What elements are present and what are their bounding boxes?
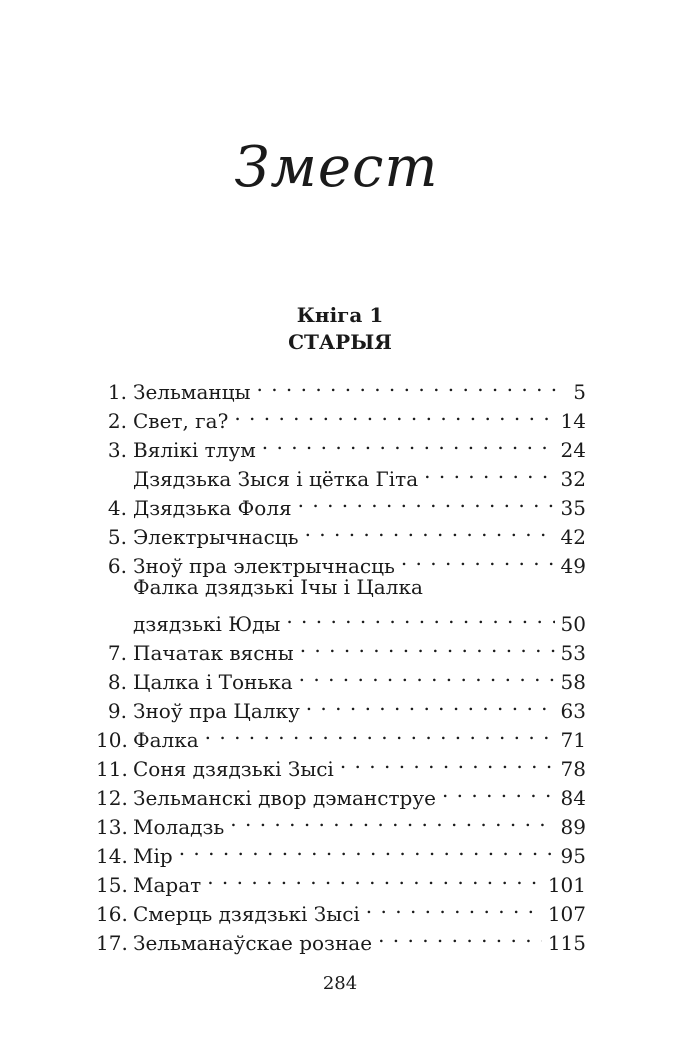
toc-entry: [96, 370, 586, 404]
toc-entry-page: 71: [560, 728, 586, 752]
toc-dot-leader: [234, 399, 554, 428]
toc-entry-page: 24: [560, 438, 586, 462]
toc-entry-number: 10.: [96, 728, 128, 752]
toc-entry-page: 49: [560, 554, 586, 578]
toc-entry-number: 12.: [96, 786, 128, 810]
toc-entry: [96, 573, 586, 602]
toc-entry: [96, 602, 586, 636]
toc-dot-leader: [207, 863, 542, 892]
table-of-contents: [96, 370, 586, 955]
toc-entry-title: Зноў пра электрычнасць: [133, 554, 395, 578]
toc-dot-leader: [230, 805, 554, 834]
toc-entry-page: 32: [560, 467, 586, 491]
toc-entry-number: 5.: [107, 525, 127, 549]
toc-entry-page: 78: [560, 757, 586, 781]
toc-entry-page: 89: [560, 815, 586, 839]
toc-entry-title: Дзядзька Зыся і цётка Гіта: [133, 467, 419, 491]
toc-entry-title: Пачатак вясны: [133, 641, 294, 665]
toc-entry-page: 42: [560, 525, 586, 549]
toc-entry-page: 107: [547, 902, 586, 926]
toc-dot-leader: [298, 486, 555, 515]
toc-dot-leader: [205, 718, 555, 747]
toc-entry-title: Электрычнасць: [133, 525, 299, 549]
page-number: 284: [322, 973, 358, 994]
toc-entry-number: 16.: [96, 902, 128, 926]
toc-entry-page: 50: [560, 612, 586, 636]
toc-entry-page: 35: [560, 496, 586, 520]
page-title: Змест: [234, 135, 439, 200]
book-label: Кніга 1: [296, 303, 384, 327]
toc-entry-title: Вялікі тлум: [133, 438, 256, 462]
toc-entry-number: 14.: [96, 844, 128, 868]
toc-dot-leader: [442, 776, 555, 805]
toc-entry-page: 84: [560, 786, 586, 810]
toc-dot-leader: [366, 892, 542, 921]
toc-entry-page: 101: [547, 873, 586, 897]
toc-entry-title: дзядзькі Юды: [133, 612, 281, 636]
toc-entry-title: Зноў пра Цалку: [133, 699, 300, 723]
toc-entry-title: Фалка дзядзькі Ічы і Цалка: [133, 575, 423, 599]
toc-dot-leader: [424, 457, 554, 486]
toc-dot-leader: [299, 660, 555, 689]
toc-dot-leader: [300, 631, 555, 660]
toc-entry-number: 2.: [107, 409, 127, 433]
toc-dot-leader: [256, 370, 567, 399]
toc-entry-title: Моладзь: [133, 815, 225, 839]
toc-entry-title: Дзядзька Фоля: [133, 496, 292, 520]
toc-entry-page: 53: [560, 641, 586, 665]
toc-entry-page: 5: [573, 380, 586, 404]
toc-dot-leader: [262, 428, 555, 457]
toc-entry-page: 95: [560, 844, 586, 868]
toc-entry-title: Смерць дзядзькі Зысі: [133, 902, 360, 926]
toc-dot-leader: [378, 921, 542, 950]
toc-entry-number: 9.: [107, 699, 127, 723]
toc-entry-number: 1.: [107, 380, 127, 404]
toc-dot-leader: [340, 747, 555, 776]
toc-entry-page: 14: [560, 409, 586, 433]
toc-entry-page: 63: [560, 699, 586, 723]
toc-entry-number: 3.: [107, 438, 127, 462]
toc-dot-leader: [305, 515, 555, 544]
toc-entry-title: Цалка і Тонька: [133, 670, 293, 694]
toc-entry-page: 58: [560, 670, 586, 694]
toc-dot-leader: [179, 834, 555, 863]
toc-entry-title: Фалка: [133, 728, 199, 752]
toc-entry-number: 13.: [96, 815, 128, 839]
toc-entry-number: 8.: [107, 670, 127, 694]
toc-entry-title: Марат: [133, 873, 202, 897]
toc-entry-title: Зельманцы: [133, 380, 251, 404]
toc-entry-number: 4.: [107, 496, 127, 520]
toc-entry-title: Свет, га?: [133, 409, 229, 433]
toc-entry-number: 6.: [107, 554, 127, 578]
toc-dot-leader: [286, 602, 554, 631]
toc-entry-number: 17.: [96, 931, 128, 955]
book-subtitle: СТАРЫЯ: [288, 330, 392, 354]
toc-entry-title: Зельманскі двор дэманструе: [133, 786, 436, 810]
toc-entry-title: Мір: [133, 844, 173, 868]
toc-entry-title: Зельманаўскае рознае: [133, 931, 373, 955]
toc-entry-page: 115: [547, 931, 586, 955]
toc-dot-leader: [401, 544, 555, 573]
toc-entry-title: Соня дзядзькі Зысі: [133, 757, 334, 781]
toc-dot-leader: [306, 689, 555, 718]
toc-entry-number: 11.: [96, 757, 128, 781]
toc-entry-number: 15.: [96, 873, 128, 897]
toc-entry-number: 7.: [107, 641, 127, 665]
